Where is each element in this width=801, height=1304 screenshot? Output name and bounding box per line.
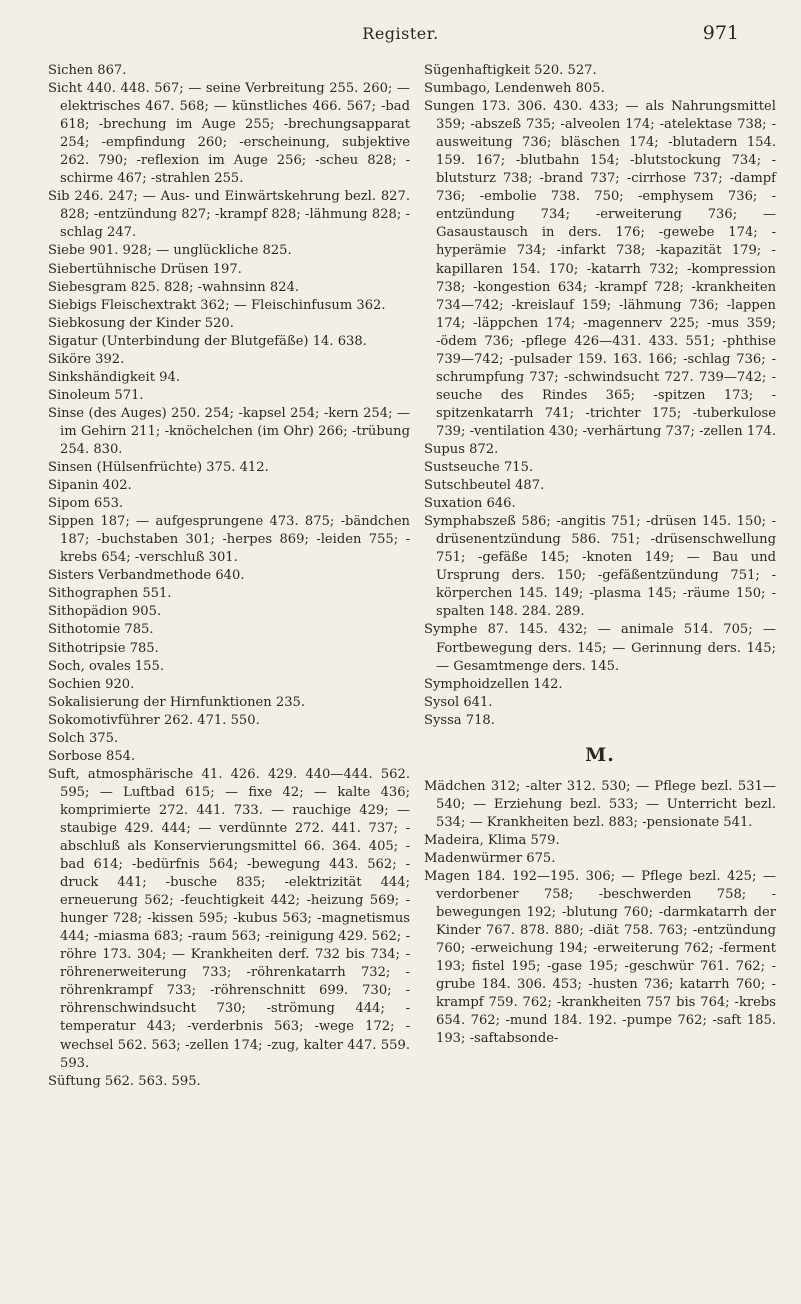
index-entry: Sysol 641. [424, 694, 493, 710]
index-entry: Sippen 187; — aufgesprungene 473. 875; -bändchen 187; -buchstaben 301; -herpes 869; -leiden 755; -krebs 654; -verschluß 301. [48, 514, 410, 566]
index-entry: Sithotomie 785. [48, 622, 154, 638]
index-entry: Sithographen 551. [48, 586, 172, 602]
index-entry: Sokomotivführer 262. 471. 550. [48, 712, 260, 728]
index-entry: Symphe 87. 145. 432; — animale 514. 705; — Fortbewegung ders. 145; — Gerinnung ders. 145; — Gesamtmenge ders. 145. [424, 622, 776, 674]
index-entry: Sungen 173. 306. 430. 433; — als Nahrungsmittel 359; -abszeß 735; -alveolen 174; -atelektase 738; -ausweitung 736; bläschen 174; -blutadern 154. 159. 167; -blutbahn 154; -blutstockung 734; -blutsturz 738; -brand 737; -cirrhose 737; -dampf 736; -embolie 738. 750; -emphysem 736; -entzündung 734; -erweiterung 736; — Gasaustausch in ders. 176; -gewebe 174; -hyperämie 734; -infarkt 738; -kapazität 179; -kapillaren 154. 170; -katarrh 732; -kompression 738; -kongestion 634; -krampf 728; -krankheiten 734—742; -kreislauf 159; -lähmung 736; -lappen 174; -läppchen 174; -magennerv 225; -mus 359; -ödem 736; -pflege 426—431. 433. 551; -phthise 739—742; -pulsader 159. 163. 166; -schlag 736; -schrumpfung 737; -schwindsucht 727. 739—742; -seuche des Rindes 365; -spitzen 173; -spitzenkatarrh 741; -trichter 175; -tuberkulose 739; -ventilation 430; -verhärtung 737; -zellen 174. [424, 99, 777, 439]
index-entry: Siebigs Fleischextrakt 362; — Fleischinfusum 362. [48, 297, 386, 313]
index-entry: Sithotripsie 785. [48, 640, 159, 656]
index-entry: Sinoleum 571. [48, 387, 144, 403]
page-number: 971 [702, 22, 739, 44]
index-entry: Sipom 653. [48, 496, 124, 512]
index-entry: Suft, atmosphärische 41. 426. 429. 440—444. 562. 595; — Luftbad 615; — fixe 42; — kalte 436; komprimierte 272. 441. 733. — rauchige 429; — staubige 429. 444; — verdünnte 272. 441. 737; -abschluß als Konservierungsmittel 66. 364. 405; -bad 614; -bedürfnis 564; -bewegung 443. 562; -druck 441; -busche 835; -elektrizität 444; erneuerung 562; -feuchtigkeit 442; -heizung 569; -hunger 728; -kissen 595; -kubus 563; -magnetismus 444; -miasma 683; -raum 563; -reinigung 429. 562; -röhre 173. 304; — Krankheiten derf. 732 bis 734; -röhrenerweiterung 733; -röhrenkatarrh 732; -röhrenkrampf 733; -röhrenschnitt 699. 730; -röhrenschwindsucht 730; -strömung 444; -temperatur 443; -verderbnis 563; -wege 172; -wechsel 562. 563; -zellen 174; -zug, kalter 447. 559. 593. [48, 766, 410, 1071]
right-column [424, 62, 776, 1048]
index-entry: Suxation 646. [424, 496, 516, 512]
index-entry: Sumbago, Lendenweh 805. [424, 81, 605, 97]
index-entry: Symphoidzellen 142. [424, 676, 563, 692]
index-entry: Sichen 867. [48, 63, 127, 78]
index-entry: Mädchen 312; -alter 312. 530; — Pflege bezl. 531—540; — Erziehung bezl. 533; — Unterricht bezl. 534; — Krankheiten bezl. 883; -pensionate 541. [424, 778, 776, 830]
index-entry: Magen 184. 192—195. 306; — Pflege bezl. 425; — verdorbener 758; -beschwerden 758; -bewegungen 192; -blutung 760; -darmkatarrh der Kinder 767. 878. 880; -diät 758. 763; -entzündung 760; -erweichung 194; -erweiterung 762; -ferment 193; fistel 195; -gase 195; -geschwür 761. 762; -grube 184. 306. 453; -husten 736; katarrh 760; -krampf 759. 762; -krankheiten 757 bis 764; -krebs 654. 762; -mund 184. 192. -pumpe 762; -saft 185. 193; -saftabsonde- [424, 869, 776, 1047]
index-entry: Syssa 718. [424, 712, 495, 728]
index-entry: Sib 246. 247; — Aus- und Einwärtskehrung bezl. 827. 828; -entzündung 827; -krampf 828; -lähmung 828; -schlag 247. [48, 189, 410, 241]
running-title: Register. [362, 24, 439, 43]
index-entry: Sustseuche 715. [424, 460, 534, 476]
index-entry: Sithopädion 905. [48, 604, 162, 620]
index-entry: Soch, ovales 155. [48, 658, 165, 674]
index-entry: Sügenhaftigkeit 520. 527. [424, 63, 597, 78]
index-entry: Siebe 901. 928; — unglückliche 825. [48, 243, 292, 259]
index-entry: Symphabszeß 586; -angitis 751; -drüsen 145. 150; -drüsenentzündung 586. 751; -drüsenschwellung 751; -gefäße 145; -knoten 149; — Bau und Ursprung ders. 150; -gefäßentzündung 751; -körperchen 145. 149; -plasma 145; -räume 150; -spalten 148. 284. 289. [424, 514, 776, 620]
left-column [48, 62, 410, 1091]
index-entry: Sipanin 402. [48, 478, 132, 494]
index-entry: Sorbose 854. [48, 748, 136, 764]
index-entry: Sisters Verbandmethode 640. [48, 568, 245, 584]
index-entry: Sutschbeutel 487. [424, 478, 545, 494]
index-entry: Sicht 440. 448. 567; — seine Verbreitung 255. 260; — elektrisches 467. 568; — künstliches 466. 567; -bad 618; -brechung im Auge 255; -brechungsapparat 254; -empfindung 260; -erscheinung, subjektive 262. 790; -reflexion im Auge 256; -scheu 828; -schirme 467; -strahlen 255. [48, 81, 410, 187]
index-entry: Siebertühnische Drüsen 197. [48, 261, 242, 277]
index-entry: Süftung 562. 563. 595. [48, 1073, 201, 1089]
section-letter-m: M. [585, 743, 615, 766]
index-entry: Siköre 392. [48, 351, 125, 367]
m-entries [424, 778, 776, 1049]
index-entry: Madeira, Klima 579. [424, 832, 560, 848]
index-entry: Sochien 920. [48, 676, 135, 692]
index-entry: Sinsen (Hülsenfrüchte) 375. 412. [48, 460, 269, 476]
index-entry: Siebesgram 825. 828; -wahnsinn 824. [48, 279, 300, 295]
index-entry: Supus 872. [424, 441, 499, 457]
index-entry: Sinkshändigkeit 94. [48, 369, 180, 385]
index-entry: Solch 375. [48, 730, 119, 746]
right-entries [424, 62, 776, 730]
index-entry: Sinse (des Auges) 250. 254; -kapsel 254; -kern 254; — im Gehirn 211; -knöchelchen (im Ohr) 266; -trübung 254. 830. [48, 405, 410, 457]
page-header [0, 22, 801, 46]
index-entry: Sigatur (Unterbindung der Blutgefäße) 14. 638. [48, 333, 367, 349]
index-entry: Siebkosung der Kinder 520. [48, 315, 234, 331]
index-entry: Madenwürmer 675. [424, 850, 556, 866]
index-entry: Sokalisierung der Hirnfunktionen 235. [48, 694, 306, 710]
